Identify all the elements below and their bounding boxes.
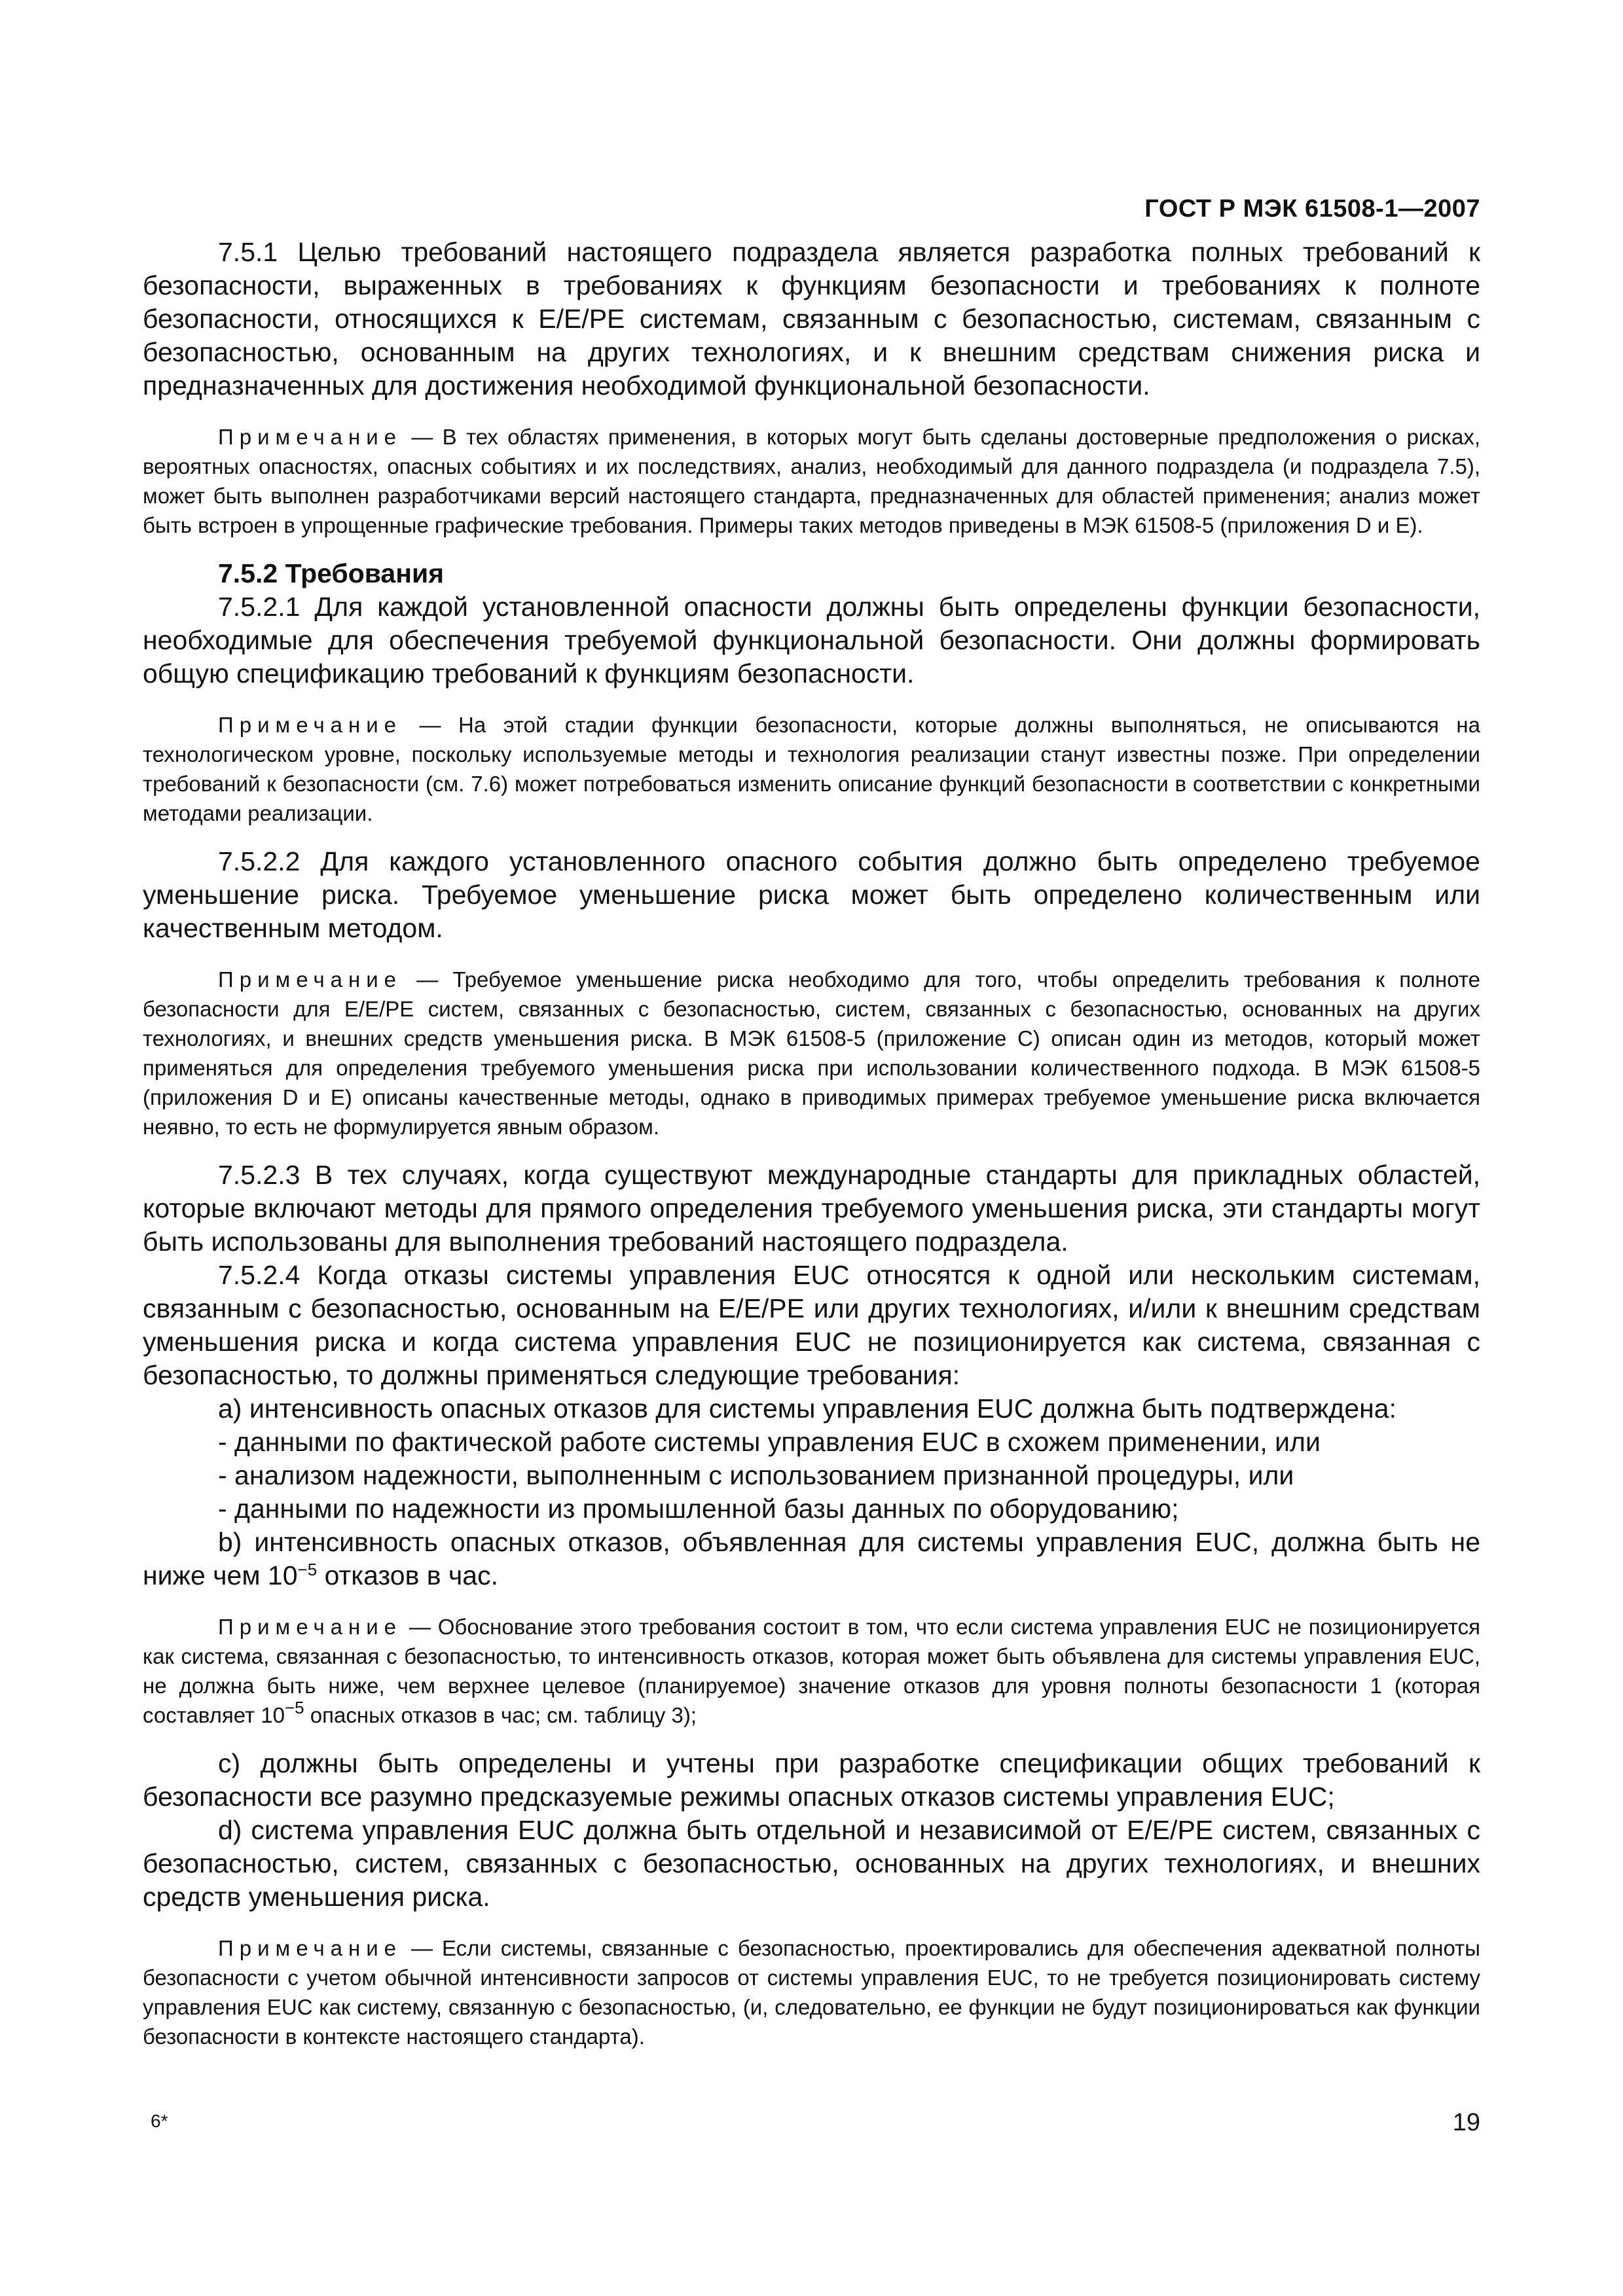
note-4-tail: опасных отказов в час; см. таблицу 3); [304, 1703, 697, 1727]
list-dash-item-3: - данными по надежности из промышленной базы данных по оборудованию; [218, 1494, 1179, 1524]
list-item-b-text: b) интенсивность опасных отказов, объявленная для системы управления EUC, должна быть не ниже чем 10 [143, 1527, 1480, 1590]
page-number: 19 [1452, 2109, 1480, 2136]
paragraph-7-5-2-3: 7.5.2.3 В тех случаях, когда существуют международные стандарты для прикладных областей, которые включают методы для прямого определения требуемого уменьшения риска, эти стандарты могут быть использованы для выполнения требований настоящего подраздела. [143, 1160, 1480, 1257]
note-4-text: — Обоснование этого требования состоит в том, что если система управления EUC не позиционируется как система, связанная с безопасностью, то интенсивность отказов, которая может быть объявлена для системы управления EUC, не должна быть ниже, чем верхнее целевое (планируемое) значение отказов для уровня полноты безопасности 1 (которая составляет 10 [143, 1615, 1480, 1727]
note-2-text: — На этой стадии функции безопасности, которые должны выполняться, не описываются на технологическом уровне, поскольку используемые методы и технология реализации станут известны позже. При определении требований к безопасности (см. 7.6) может потребоваться изменить описание функций безопасности в соответствии с конкретными методами реализации. [143, 713, 1480, 825]
section-heading-7-5-2: 7.5.2 Требования [218, 558, 445, 588]
note-1-text: — В тех областях применения, в которых могут быть сделаны достоверные предположения о рисках, вероятных опасностях, опасных событиях и их последствиях, анализ, необходимый для данного подраздела (и подраздела 7.5), может быть выполнен разработчиками версий настоящего стандарта, предназначенных для областей применения; анализ может быть встроен в упрощенные графические требования. Примеры таких методов приведены в МЭК 61508-5 (приложения D и Е). [143, 425, 1480, 537]
note-5-text: — Если системы, связанные с безопасностью, проектировались для обеспечения адекватной полноты безопасности с учетом обычной интенсивности запросов от системы управления EUC, то не требуется позиционировать систему управления EUC как систему, связанную с безопасностью, (и, следовательно, ее функции не будут позиционироваться как функции безопасности в контексте настоящего стандарта). [143, 1936, 1480, 2049]
list-item-b [143, 1526, 1480, 1592]
list-item-c: с) должны быть определены и учтены при разработке спецификации общих требований к безопасности все разумно предсказуемые режимы опасных отказов системы управления EUC; [143, 1748, 1480, 1812]
paragraph-7-5-2-2: 7.5.2.2 Для каждого установленного опасного события должно быть определено требуемое уменьшение риска. Требуемое уменьшение риска может быть определено количественным или качественным методом. [143, 846, 1480, 943]
note-label: Примечание [218, 1936, 403, 1960]
paragraph-7-5-2-1: 7.5.2.1 Для каждой установленной опасности должны быть определены функции безопасности, необходимые для обеспечения требуемой функциональной безопасности. Они должны формировать общую спецификацию требований к функциям безопасности. [143, 592, 1480, 689]
list-dash-item-2: - анализом надежности, выполненным с использованием признанной процедуры, или [218, 1460, 1294, 1490]
note-2 [143, 710, 1480, 828]
note-1 [143, 422, 1480, 540]
note-label: Примечание [218, 967, 403, 992]
note-label: Примечание [218, 1615, 403, 1639]
list-item-b-tail: отказов в час. [317, 1560, 498, 1590]
paragraph-7-5-1: 7.5.1 Целью требований настоящего подраздела является разработка полных требований к безопасности, выраженных в требованиях к функциям безопасности и требованиях к полноте безопасности, относящихся к Е/Е/РЕ системам, связанным с безопасностью, системам, связанным с безопасностью, основанным на других технологиях, и к внешним средствам снижения риска и предназначенных для достижения необходимой функциональной безопасности. [143, 237, 1480, 401]
list-item-d: d) система управления EUC должна быть отдельной и независимой от Е/Е/РЕ систем, связанных с безопасностью, систем, связанных с безопасностью, основанных на других технологиях, и внешних средств уменьшения риска. [143, 1815, 1480, 1912]
note-label: Примечание [218, 425, 403, 449]
document-code-header: ГОСТ Р МЭК 61508-1—2007 [1144, 195, 1480, 223]
list-item-a: а) интенсивность опасных отказов для системы управления EUC должна быть подтверждена: [218, 1393, 1396, 1424]
note-4 [143, 1612, 1480, 1730]
exponent: −5 [297, 1560, 318, 1579]
note-3 [143, 965, 1480, 1141]
paragraph-7-5-2-4: 7.5.2.4 Когда отказы системы управления EUC относятся к одной или нескольким системам, связанным с безопасностью, основанным на Е/Е/РЕ или других технологиях, и/или к внешним средствам уменьшения риска и когда система управления EUC не позиционируется как система, связанная с безопасностью, то должны применяться следующие требования: [143, 1260, 1480, 1390]
exponent: −5 [284, 1698, 304, 1717]
page-content [143, 236, 1480, 2068]
sheet-mark: 6* [151, 2111, 168, 2131]
note-3-text: — Требуемое уменьшение риска необходимо для того, чтобы определить требования к полноте безопасности для Е/Е/РЕ систем, связанных с безопасностью, систем, связанных с безопасностью, основанных на других технологиях, и внешних средств уменьшения риска. В МЭК 61508-5 (приложение С) описан один из методов, который может применяться для определения требуемого уменьшения риска при использовании количественного подхода. В МЭК 61508-5 (приложения D и Е) описаны качественные методы, однако в приводимых примерах требуемое уменьшение риска включается неявно, то есть не формулируется явным образом. [143, 967, 1480, 1139]
note-5 [143, 1933, 1480, 2051]
list-dash-item-1: - данными по фактической работе системы управления EUC в схожем применении, или [218, 1427, 1321, 1457]
note-label: Примечание [218, 713, 403, 737]
